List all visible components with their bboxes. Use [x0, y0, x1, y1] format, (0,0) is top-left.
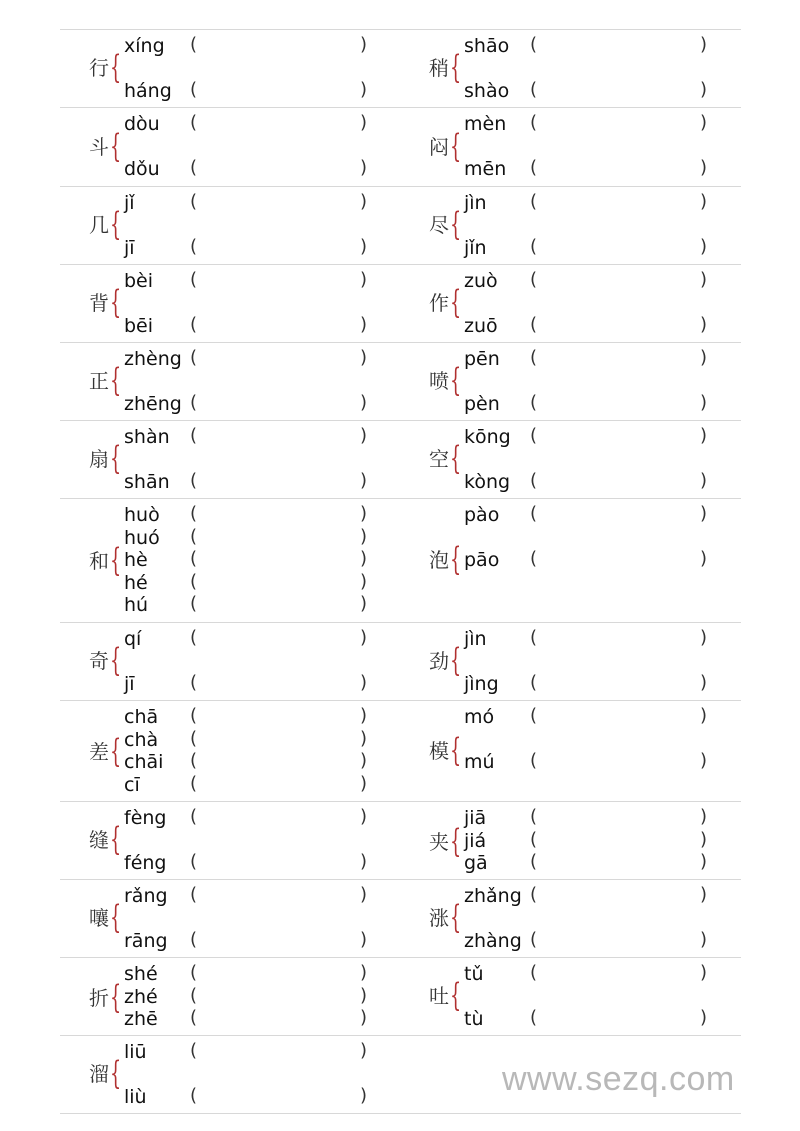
answer-blank-open[interactable]: ( — [190, 525, 198, 547]
row-divider — [60, 107, 741, 108]
answer-blank-close[interactable]: ) — [700, 884, 708, 905]
brace-icon: { — [450, 898, 462, 936]
answer-blank-open[interactable]: ( — [530, 884, 538, 905]
answer-blank-open[interactable]: ( — [190, 750, 198, 771]
polyphonic-character: 背 — [89, 291, 109, 315]
answer-blank-close[interactable]: ) — [700, 627, 708, 648]
pinyin-reading: xíng — [124, 35, 165, 57]
answer-blank-close[interactable]: ) — [360, 503, 368, 524]
answer-blank-close[interactable]: ) — [360, 962, 368, 983]
pinyin-reading: mú — [464, 751, 495, 773]
pinyin-reading: zuò — [464, 270, 498, 292]
answer-blank-close[interactable]: ) — [700, 112, 708, 133]
answer-blank-open[interactable]: ( — [530, 806, 538, 827]
answer-blank-close[interactable]: ) — [700, 548, 708, 569]
pinyin-reading: mèn — [464, 113, 507, 135]
pinyin-reading: jiá — [464, 829, 487, 852]
answer-blank-close[interactable]: ) — [700, 392, 708, 413]
answer-blank-close[interactable]: ) — [700, 470, 708, 491]
answer-blank-close[interactable]: ) — [360, 112, 368, 133]
pinyin-reading: zhǎng — [464, 885, 522, 907]
answer-blank-open[interactable]: ( — [530, 1007, 538, 1028]
polyphonic-character: 正 — [89, 369, 109, 393]
polyphonic-character: 和 — [89, 549, 109, 573]
answer-blank-open[interactable]: ( — [190, 851, 198, 872]
answer-blank-close[interactable]: ) — [700, 828, 708, 850]
row-divider — [60, 186, 741, 187]
brace-icon: { — [110, 977, 122, 1016]
row-divider — [60, 700, 741, 701]
pinyin-reading: háng — [124, 80, 172, 102]
answer-blank-open[interactable]: ( — [190, 962, 198, 983]
polyphonic-character: 差 — [89, 739, 109, 764]
pinyin-reading: dòu — [124, 113, 160, 135]
answer-blank-close[interactable]: ) — [360, 727, 368, 749]
pinyin-reading: mó — [464, 706, 495, 728]
answer-blank-open[interactable]: ( — [530, 470, 538, 491]
pinyin-reading: shān — [124, 471, 170, 493]
answer-blank-close[interactable]: ) — [360, 806, 368, 827]
answer-blank-open[interactable]: ( — [190, 1085, 198, 1106]
answer-blank-close[interactable]: ) — [360, 347, 368, 368]
answer-blank-open[interactable]: ( — [190, 929, 198, 950]
brace-icon: { — [110, 126, 122, 165]
pinyin-reading: dǒu — [124, 158, 160, 180]
answer-blank-open[interactable]: ( — [190, 269, 198, 290]
answer-blank-close[interactable]: ) — [700, 425, 708, 446]
pinyin-reading: hú — [124, 594, 149, 616]
brace-icon: { — [110, 48, 122, 86]
pinyin-reading: chāi — [124, 751, 164, 773]
polyphonic-character: 夹 — [429, 829, 449, 854]
answer-blank-close[interactable]: ) — [360, 548, 368, 569]
polyphonic-character: 扇 — [89, 447, 109, 471]
answer-blank-open[interactable]: ( — [530, 34, 538, 55]
answer-blank-open[interactable]: ( — [530, 503, 538, 524]
pinyin-reading: zhē — [124, 1008, 158, 1030]
brace-icon: { — [450, 439, 462, 477]
answer-blank-close[interactable]: ) — [360, 236, 368, 257]
row-divider — [60, 420, 741, 421]
answer-blank-close[interactable]: ) — [700, 191, 708, 212]
answer-blank-close[interactable]: ) — [360, 627, 368, 648]
answer-blank-open[interactable]: ( — [190, 1040, 198, 1061]
polyphonic-character: 模 — [429, 738, 449, 763]
row-divider — [60, 342, 741, 343]
pinyin-reading: qí — [124, 628, 142, 650]
answer-blank-close[interactable]: ) — [700, 929, 708, 950]
pinyin-reading: shàn — [124, 426, 170, 448]
polyphonic-character: 行 — [89, 56, 109, 80]
pinyin-reading: bèi — [124, 270, 154, 292]
polyphonic-character: 喷 — [429, 369, 449, 393]
brace-icon: { — [450, 641, 462, 679]
answer-blank-open[interactable]: ( — [530, 425, 538, 446]
pinyin-reading: zuō — [464, 315, 498, 337]
pinyin-reading: jiā — [464, 807, 487, 829]
brace-icon: { — [110, 898, 122, 936]
brace-icon: { — [450, 48, 462, 86]
answer-blank-open[interactable]: ( — [530, 705, 538, 726]
pinyin-reading: huò — [124, 504, 160, 526]
brace-icon: { — [110, 283, 122, 321]
answer-blank-close[interactable]: ) — [700, 347, 708, 368]
answer-blank-close[interactable]: ) — [360, 884, 368, 905]
answer-blank-close[interactable]: ) — [700, 851, 708, 872]
answer-blank-close[interactable]: ) — [360, 425, 368, 446]
pinyin-reading: jìn — [464, 628, 487, 650]
watermark: www.sezq.com — [502, 1060, 735, 1098]
answer-blank-open[interactable]: ( — [190, 503, 198, 524]
pinyin-reading: zhé — [124, 985, 158, 1008]
pinyin-reading: chā — [124, 706, 159, 728]
answer-blank-open[interactable]: ( — [530, 929, 538, 950]
answer-blank-close[interactable]: ) — [360, 34, 368, 55]
pinyin-reading: hè — [124, 549, 148, 571]
pinyin-reading: féng — [124, 852, 167, 874]
answer-blank-open[interactable]: ( — [530, 236, 538, 257]
polyphonic-character: 闷 — [429, 134, 449, 159]
answer-blank-open[interactable]: ( — [530, 314, 538, 335]
answer-blank-open[interactable]: ( — [190, 314, 198, 335]
pinyin-reading: jìn — [464, 192, 487, 214]
answer-blank-close[interactable]: ) — [700, 503, 708, 524]
answer-blank-close[interactable]: ) — [360, 705, 368, 726]
answer-blank-open[interactable]: ( — [190, 34, 198, 55]
answer-blank-close[interactable]: ) — [360, 851, 368, 872]
answer-blank-close[interactable]: ) — [700, 672, 708, 693]
answer-blank-close[interactable]: ) — [360, 772, 368, 794]
pinyin-reading: huó — [124, 526, 160, 549]
polyphonic-character: 折 — [89, 985, 109, 1010]
pinyin-reading: jǐ — [124, 192, 135, 214]
pinyin-reading: liù — [124, 1086, 147, 1108]
brace-icon: { — [450, 283, 462, 321]
answer-blank-close[interactable]: ) — [360, 314, 368, 335]
pinyin-reading: tù — [464, 1008, 484, 1030]
answer-blank-open[interactable]: ( — [190, 570, 198, 592]
pinyin-reading: kòng — [464, 471, 511, 493]
polyphonic-character: 劲 — [429, 649, 449, 673]
brace-icon: { — [110, 731, 122, 770]
pinyin-reading: jǐn — [464, 237, 487, 259]
pinyin-reading: zhàng — [464, 930, 522, 952]
pinyin-reading: mēn — [464, 158, 507, 180]
answer-blank-close[interactable]: ) — [360, 157, 368, 178]
pinyin-reading: shé — [124, 963, 158, 985]
polyphonic-character: 缝 — [89, 828, 109, 852]
answer-blank-close[interactable]: ) — [360, 79, 368, 100]
answer-blank-open[interactable]: ( — [530, 828, 538, 850]
answer-blank-open[interactable]: ( — [190, 772, 198, 794]
pinyin-reading: zhēng — [124, 393, 182, 415]
answer-blank-open[interactable]: ( — [530, 548, 538, 569]
polyphonic-character: 稍 — [429, 56, 449, 80]
answer-blank-open[interactable]: ( — [530, 269, 538, 290]
polyphonic-character: 奇 — [89, 649, 109, 673]
answer-blank-close[interactable]: ) — [700, 1007, 708, 1028]
answer-blank-close[interactable]: ) — [700, 157, 708, 178]
row-divider — [60, 1035, 741, 1036]
answer-blank-open[interactable]: ( — [530, 191, 538, 212]
row-divider — [60, 879, 741, 880]
brace-icon: { — [450, 126, 462, 165]
pinyin-reading: rāng — [124, 930, 168, 952]
brace-icon: { — [110, 820, 122, 858]
answer-blank-open[interactable]: ( — [190, 627, 198, 648]
row-divider — [60, 622, 741, 623]
answer-blank-open[interactable]: ( — [190, 425, 198, 446]
pinyin-reading: rǎng — [124, 885, 168, 907]
brace-icon: { — [110, 361, 122, 399]
brace-icon: { — [110, 541, 122, 579]
answer-blank-close[interactable]: ) — [360, 593, 368, 614]
polyphonic-character: 泡 — [429, 548, 449, 572]
polyphonic-character: 空 — [429, 447, 449, 471]
answer-blank-close[interactable]: ) — [700, 705, 708, 726]
answer-blank-close[interactable]: ) — [700, 79, 708, 100]
brace-icon: { — [450, 976, 462, 1014]
polyphonic-character: 作 — [429, 291, 449, 315]
pinyin-reading: pào — [464, 504, 500, 526]
row-divider — [60, 801, 741, 802]
brace-icon: { — [110, 641, 122, 679]
brace-icon: { — [450, 205, 462, 243]
row-divider — [60, 498, 741, 499]
answer-blank-close[interactable]: ) — [360, 750, 368, 771]
answer-blank-open[interactable]: ( — [190, 672, 198, 693]
answer-blank-open[interactable]: ( — [530, 962, 538, 983]
pinyin-reading: bēi — [124, 315, 154, 337]
answer-blank-close[interactable]: ) — [360, 570, 368, 592]
answer-blank-open[interactable]: ( — [530, 112, 538, 133]
answer-blank-close[interactable]: ) — [360, 392, 368, 413]
answer-blank-open[interactable]: ( — [190, 705, 198, 726]
answer-blank-open[interactable]: ( — [190, 470, 198, 491]
answer-blank-close[interactable]: ) — [700, 806, 708, 827]
answer-blank-open[interactable]: ( — [190, 548, 198, 569]
answer-blank-open[interactable]: ( — [190, 79, 198, 100]
answer-blank-close[interactable]: ) — [360, 191, 368, 212]
answer-blank-close[interactable]: ) — [360, 1085, 368, 1106]
answer-blank-close[interactable]: ) — [360, 672, 368, 693]
answer-blank-close[interactable]: ) — [700, 236, 708, 257]
answer-blank-open[interactable]: ( — [530, 392, 538, 413]
brace-icon: { — [110, 205, 122, 243]
pinyin-reading: chà — [124, 728, 159, 751]
answer-blank-open[interactable]: ( — [190, 112, 198, 133]
answer-blank-open[interactable]: ( — [530, 157, 538, 178]
pinyin-reading: shāo — [464, 35, 510, 57]
answer-blank-open[interactable]: ( — [530, 627, 538, 648]
pinyin-reading: liū — [124, 1041, 147, 1063]
answer-blank-open[interactable]: ( — [190, 984, 198, 1006]
pinyin-reading: jī — [124, 237, 135, 259]
answer-blank-close[interactable]: ) — [700, 962, 708, 983]
pinyin-reading: jìng — [464, 673, 499, 695]
pinyin-reading: pèn — [464, 393, 500, 415]
answer-blank-open[interactable]: ( — [190, 347, 198, 368]
answer-blank-open[interactable]: ( — [190, 1007, 198, 1028]
row-divider — [60, 1113, 741, 1114]
row-divider — [60, 957, 741, 958]
row-divider — [60, 29, 741, 30]
answer-blank-open[interactable]: ( — [190, 884, 198, 905]
answer-blank-open[interactable]: ( — [190, 727, 198, 749]
pinyin-reading: pēn — [464, 348, 500, 370]
answer-blank-open[interactable]: ( — [530, 347, 538, 368]
answer-blank-close[interactable]: ) — [360, 525, 368, 547]
brace-icon: { — [110, 1054, 122, 1092]
answer-blank-open[interactable]: ( — [190, 157, 198, 178]
answer-blank-open[interactable]: ( — [190, 191, 198, 212]
answer-blank-close[interactable]: ) — [360, 929, 368, 950]
brace-icon: { — [450, 540, 462, 578]
pinyin-reading: shào — [464, 80, 510, 102]
pinyin-reading: pāo — [464, 549, 500, 571]
polyphonic-character: 溜 — [89, 1062, 109, 1086]
answer-blank-open[interactable]: ( — [190, 593, 198, 614]
answer-blank-open[interactable]: ( — [190, 392, 198, 413]
polyphonic-character: 几 — [89, 213, 109, 237]
brace-icon: { — [450, 730, 462, 769]
answer-blank-open[interactable]: ( — [530, 750, 538, 771]
pinyin-reading: kōng — [464, 426, 511, 448]
polyphonic-character: 吐 — [429, 984, 449, 1008]
brace-icon: { — [110, 439, 122, 477]
pinyin-reading: fèng — [124, 807, 167, 829]
answer-blank-close[interactable]: ) — [700, 269, 708, 290]
pinyin-reading: tǔ — [464, 963, 484, 985]
pinyin-reading: hé — [124, 571, 148, 594]
pinyin-reading: gā — [464, 852, 488, 874]
answer-blank-close[interactable]: ) — [360, 1007, 368, 1028]
brace-icon: { — [450, 821, 462, 860]
polyphonic-character: 涨 — [429, 906, 449, 930]
answer-blank-open[interactable]: ( — [190, 806, 198, 827]
answer-blank-close[interactable]: ) — [360, 269, 368, 290]
polyphonic-character: 斗 — [89, 134, 109, 159]
polyphonic-character: 尽 — [429, 213, 449, 237]
answer-blank-close[interactable]: ) — [360, 984, 368, 1006]
answer-blank-close[interactable]: ) — [700, 34, 708, 55]
answer-blank-open[interactable]: ( — [530, 851, 538, 872]
answer-blank-open[interactable]: ( — [530, 79, 538, 100]
answer-blank-open[interactable]: ( — [530, 672, 538, 693]
answer-blank-close[interactable]: ) — [360, 1040, 368, 1061]
answer-blank-close[interactable]: ) — [700, 314, 708, 335]
pinyin-reading: cī — [124, 773, 140, 796]
brace-icon: { — [450, 361, 462, 399]
answer-blank-close[interactable]: ) — [700, 750, 708, 771]
row-divider — [60, 264, 741, 265]
pinyin-reading: zhèng — [124, 348, 182, 370]
polyphonic-character: 嚷 — [89, 906, 109, 930]
answer-blank-open[interactable]: ( — [190, 236, 198, 257]
answer-blank-close[interactable]: ) — [360, 470, 368, 491]
pinyin-reading: jī — [124, 673, 135, 695]
